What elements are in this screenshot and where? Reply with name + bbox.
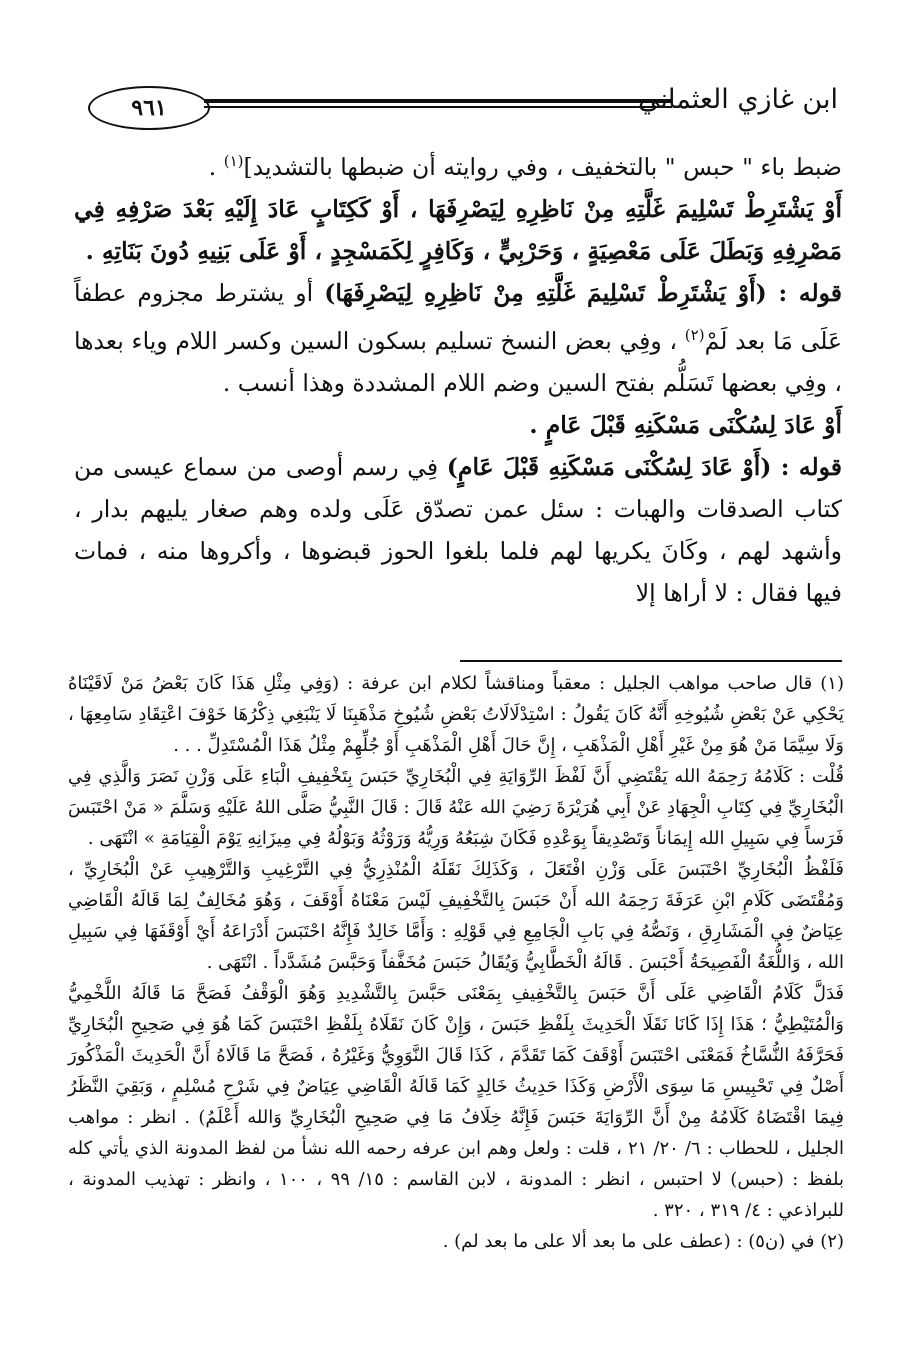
paragraph-1-end: . [208, 152, 224, 181]
commentary-2-label: قوله : [771, 452, 843, 481]
page-header [78, 82, 838, 132]
matn-1: أَوْ يَشْتَرِطْ تَسْلِيمَ غَلَّتِهِ مِنْ نَاظِرِهِ لِيَصْرِفَهَا ، أَوْ كَكِتَابٍ عَادَ إِلَيْهِ بَعْدَ صَرْفِهِ فِي مَصْرِفِهِ وَبَطَلَ عَلَى مَعْصِيَةٍ ، وَحَرْبِيٍّ ، وَكَافِرٍ لِكَمَسْجِدٍ ، أَوْ عَلَى بَنِيهِ دُونَ بَنَاتِهِ . [74, 194, 842, 265]
matn-2: أَوْ عَادَ لِسُكْنَى مَسْكَنِهِ قَبْلَ عَامٍ . [529, 410, 842, 439]
commentary-1-text-a: أو يشترط مجزوم عطفاً عَلَى مَا بعد لَمْ [74, 278, 842, 355]
page-number: ٩٦١ [88, 86, 210, 130]
commentary-2 [74, 446, 842, 614]
commentary-1-text-b: ، وفِي بعض النسخ تسليم بسكون السين وكسر اللام وياء بعدها ، وفِي بعضها تَسَلُّم بفتح السين وضم اللام المشددة وهذا أنسب . [74, 326, 842, 397]
footnote-separator [460, 660, 842, 662]
header-rule [204, 99, 672, 108]
footnote-ref-1: (١) [223, 152, 244, 170]
commentary-1-quote: (أَوْ يَشْتَرِطْ تَسْلِيمَ غَلَّتِهِ مِنْ نَاظِرِهِ لِيَصْرِفَهَا) [324, 278, 767, 307]
commentary-1 [74, 272, 842, 404]
paragraph-1 [74, 140, 842, 188]
footnote-ref-2: (٢) [684, 325, 705, 344]
footnote-2: (٢) في (ن٥) : (عطف على ما بعد ألا على ما بعد لم) . [442, 1231, 844, 1252]
commentary-2-text: فِي رسم أوصى من سماع عيسى من كتاب الصدقات والهبات : سئل عمن تصدّق عَلَى ولده وهم صغار يليهم بدار ، وأشهد لهم ، وكَانَ يكريها لهم فلما بلغوا الحوز قبضوها ، وأكروها منه ، فمات فيها فقال : لا أراها إلا [74, 452, 842, 607]
footnotes [68, 668, 844, 1257]
commentary-1-label: قوله : [766, 278, 842, 307]
footnote-1-part-a: (١) قال صاحب مواهب الجليل : معقباً ومناقشاً لكلام ابن عرفة : (وَفِي مِثْلِ هَذَا كَانَ بَعْضُ مَنْ لَاقَيْنَاهُ يَحْكِي عَنْ بَعْضِ شُيُوخِهِ أَنَّهُ كَانَ يَقُولُ : اسْتِدْلَالَاتُ بَعْضِ شُيُوخِ مَذْهَبِنَا لَا يَنْبَغِي ذِكْرُهَا خَوْفَ اعْتِقَادِ سَامِعِهَا ، وَلَا سِيَّمَا مَنْ هُوَ مِنْ غَيْرِ أَهْلِ الْمَذْهَبِ ، إِنَّ حَالَ أَهْلِ الْمَذْهَبِ أَوْ جُلِّهِمْ مِثْلُ هَذَا الْمُسْتَدِلِّ . . . [68, 673, 844, 756]
running-title: ابن غازي العثماني [637, 84, 838, 115]
footnote-1-part-c: فَلَفْظُ الْبُخَارِيِّ احْتَبَسَ عَلَى وَزْنِ افْتَعَلَ ، وَكَذَلِكَ نَقَلَهُ الْمُنْذِرِيُّ فِي التَّرْغِيبِ وَالتَّرْهِيبِ عَنْ الْبُخَارِيِّ ، وَمُقْتَضَى كَلَامِ ابْنِ عَرَفَةَ رَحِمَهُ الله أَنْ حَبَسَ بِالتَّخْفِيفِ لَيْسَ مَعْنَاهُ أَوْقَفَ ، وَهُوَ مُخَالِفٌ لِمَا قَالَهُ الْقَاضِي عِيَاضٌ فِي الْمَشَارِقِ ، وَنَصُّهُ فِي بَابِ الْجَامِعِ فِي قَوْلِهِ : وَأَمَّا خَالِدٌ فَإِنَّهُ احْتَبَسَ أَدْرَاعَهُ أَيْ أَوْقَفَهَا فِي سَبِيلِ الله ، وَاللُّغَةُ الْفَصِيحَةُ أَحْبَسَ . قَالَهُ الْخَطَّابِيُّ وَيُقَالُ حَبَسَ مُخَفَّفاً وَحَبَّسَ مُشَدَّداً . انْتَهَى . [68, 859, 844, 973]
footnote-1-part-b: قُلْت : كَلَامُهُ رَحِمَهُ الله يَقْتَضِي أَنَّ لَفْظَ الرِّوَايَةِ فِي الْبُخَارِيِّ حَبَسَ بِتَخْفِيفِ الْبَاءِ عَلَى وَزْنِ نَصَرَ وَالَّذِي فِي الْبُخَارِيِّ فِي كِتَابِ الْجِهَادِ عَنْ أَبِي هُرَيْرَةَ رَضِيَ الله عَنْهُ قَالَ : قَالَ النَّبِيُّ صَلَّى اللهُ عَلَيْهِ وَسَلَّمَ « مَنْ احْتَبَسَ فَرَساً فِي سَبِيلِ الله إِيمَاناً وَتَصْدِيقاً بِوَعْدِهِ فَكَانَ شِبَعُهُ وَرِيُّهُ وَرَوْثُهُ وَبَوْلُهُ فِي مِيزَانِهِ يَوْمَ الْقِيَامَةِ » انْتَهَى . [68, 766, 844, 849]
paragraph-1-text: ضبط باء " حبس " بالتخفيف ، وفي روايته أن ضبطها بالتشديد] [243, 152, 842, 181]
commentary-2-quote: (أَوْ عَادَ لِسُكْنَى مَسْكَنِهِ قَبْلَ عَامٍ) [446, 452, 772, 481]
main-text [74, 140, 842, 614]
footnote-1-part-d: فَدَلَّ كَلَامُ الْقَاضِي عَلَى أَنَّ حَبَسَ بِالتَّخْفِيفِ بِمَعْنَى حَبَّسَ بِالتَّشْدِيدِ وَهُوَ الْوَقْفُ فَصَحَّ مَا قَالَهُ اللَّخْمِيُّ وَالْمُتَيْطِيُّ ؛ هَذَا إِذَا كَانَا نَقَلَا الْحَدِيثَ بِلَفْظِ حَبَسَ ، وَإِنْ كَانَ نَقَلَاهُ بِلَفْظِ احْتَبَسَ كَمَا هُوَ فِي صَحِيحِ الْبُخَارِيِّ فَحَرَّفَهُ النُّسَّاخُ فَمَعْنَى احْتَبَسَ أَوْقَفَ كَمَا تَقَدَّمَ ، كَذَا قَالَ النَّوَوِيُّ وَغَيْرُهُ ، فَصَحَّ مَا قَالَاهُ أَنَّ الْحَدِيثَ الْمَذْكُورَ أَصْلٌ فِي تَحْبِيسِ مَا سِوَى الْأَرْضِ وَكَذَا حَدِيثُ خَالِدٍ كَمَا قَالَهُ الْقَاضِي عِيَاضٌ فِي شَرْحِ مُسْلِمٍ ، وَبَقِيَ النَّظَرُ فِيمَا اقْتَضَاهُ كَلَامُهُ مِنْ أَنَّ الرِّوَايَةَ حَبَسَ فَإِنَّهُ خِلَافُ مَا فِي صَحِيحِ الْبُخَارِيِّ وَالله أَعْلَمُ) . انظر : مواهب الجليل ، للحطاب : ٦/ ٢٠/ ٢١ ، قلت : ولعل وهم ابن عرفه رحمه الله نشأ من لفظ المدونة الذي يأتي كله بلفظ : (حبس) لا احتبس ، انظر : المدونة ، لابن القاسم : ١٥/ ٩٩ ، ١٠٠ ، وانظر : تهذيب المدونة ، للبراذعي : ٤/ ٣١٩ ، ٣٢٠ . [68, 983, 844, 1221]
